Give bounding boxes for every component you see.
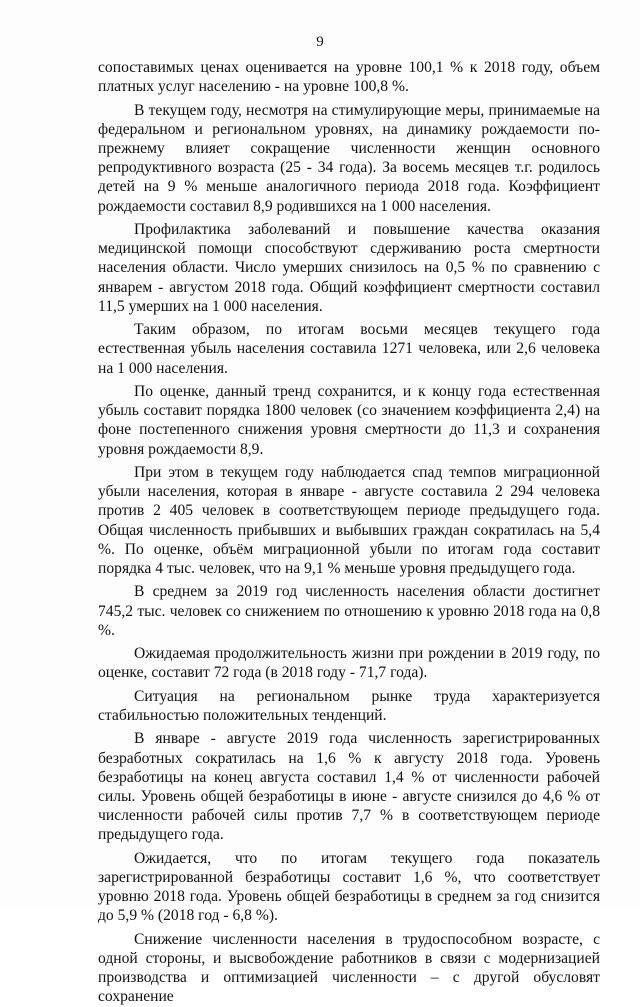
document-body	[98, 58, 600, 1007]
paragraph: В среднем за 2019 год численность населения области достигнет 745,2 тыс. человек со снижением по отношению к уровню 2018 года на 0,8 %.	[98, 583, 600, 639]
paragraph: В январе - августе 2019 года численность зарегистрированных безработных сократилась на 1,6 % к августу 2018 года. Уровень безработицы на конец августа составил 1,4 % от численности рабочей силы. Уровень общей безработицы в июне - августе снизился до 4,6 % от численности рабочей силы против 7,7 % в соответствующем периоде предыдущего года.	[98, 730, 600, 844]
paragraph: Таким образом, по итогам восьми месяцев текущего года естественная убыль населения составила 1271 человека, или 2,6 человека на 1 000 населения.	[98, 321, 600, 377]
paragraph: Профилактика заболеваний и повышение качества оказания медицинской помощи способствуют сдерживанию роста смертности населения области. Число умерших снизилось на 0,5 % по сравнению с январем - августом 2018 года. Общий коэффициент смертности составил 11,5 умерших на 1 000 населения.	[98, 221, 600, 315]
paragraph: При этом в текущем году наблюдается спад темпов миграционной убыли населения, которая в январе - августе составила 2 294 человека против 2 405 человек в соответствующем периоде предыдущего года. Общая численность прибывших и выбывших граждан сократилась на 5,4 %. По оценке, объём миграционной убыли по итогам года составит порядка 4 тыс. человек, что на 9,1 % меньше уровня предыдущего года.	[98, 464, 600, 578]
paragraph: Ожидаемая продолжительность жизни при рождении в 2019 году, по оценке, составит 72 года (в 2018 году - 71,7 года).	[98, 645, 600, 682]
paragraph: Ситуация на региональном рынке труда характеризуется стабильностью положительных тенденций.	[98, 687, 600, 724]
paragraph: Снижение численности населения в трудоспособном возрасте, с одной стороны, и высвобождение работников в связи с модернизацией производства и оптимизацией численности – с другой обусловят сохранение	[98, 930, 600, 1006]
paragraph: В текущем году, несмотря на стимулирующие меры, принимаемые на федеральном и региональном уровнях, на динамику рождаемости по-прежнему влияет сокращение численности женщин основного репродуктивного возраста (25 - 34 года). За восемь месяцев т.г. родилось детей на 9 % меньше аналогичного периода 2018 года. Коэффициент рождаемости составил 8,9 родившихся на 1 000 населения.	[98, 101, 600, 215]
paragraph: Ожидается, что по итогам текущего года показатель зарегистрированной безработицы составит 1,6 %, что соответствует уровню 2018 года. Уровень общей безработицы в среднем за год снизится до 5,9 % (2018 год - 6,8 %).	[98, 849, 600, 925]
page-number: 9	[316, 34, 324, 50]
paragraph: сопоставимых ценах оценивается на уровне 100,1 % к 2018 году, объем платных услуг населению - на уровне 100,8 %.	[98, 59, 600, 96]
paragraph: По оценке, данный тренд сохранится, и к концу года естественная убыль составит порядка 1800 человек (со значением коэффициента 2,4) на фоне постепенного снижения уровня смертности до 11,3 и сохранения уровня рождаемости 8,9.	[98, 383, 600, 458]
